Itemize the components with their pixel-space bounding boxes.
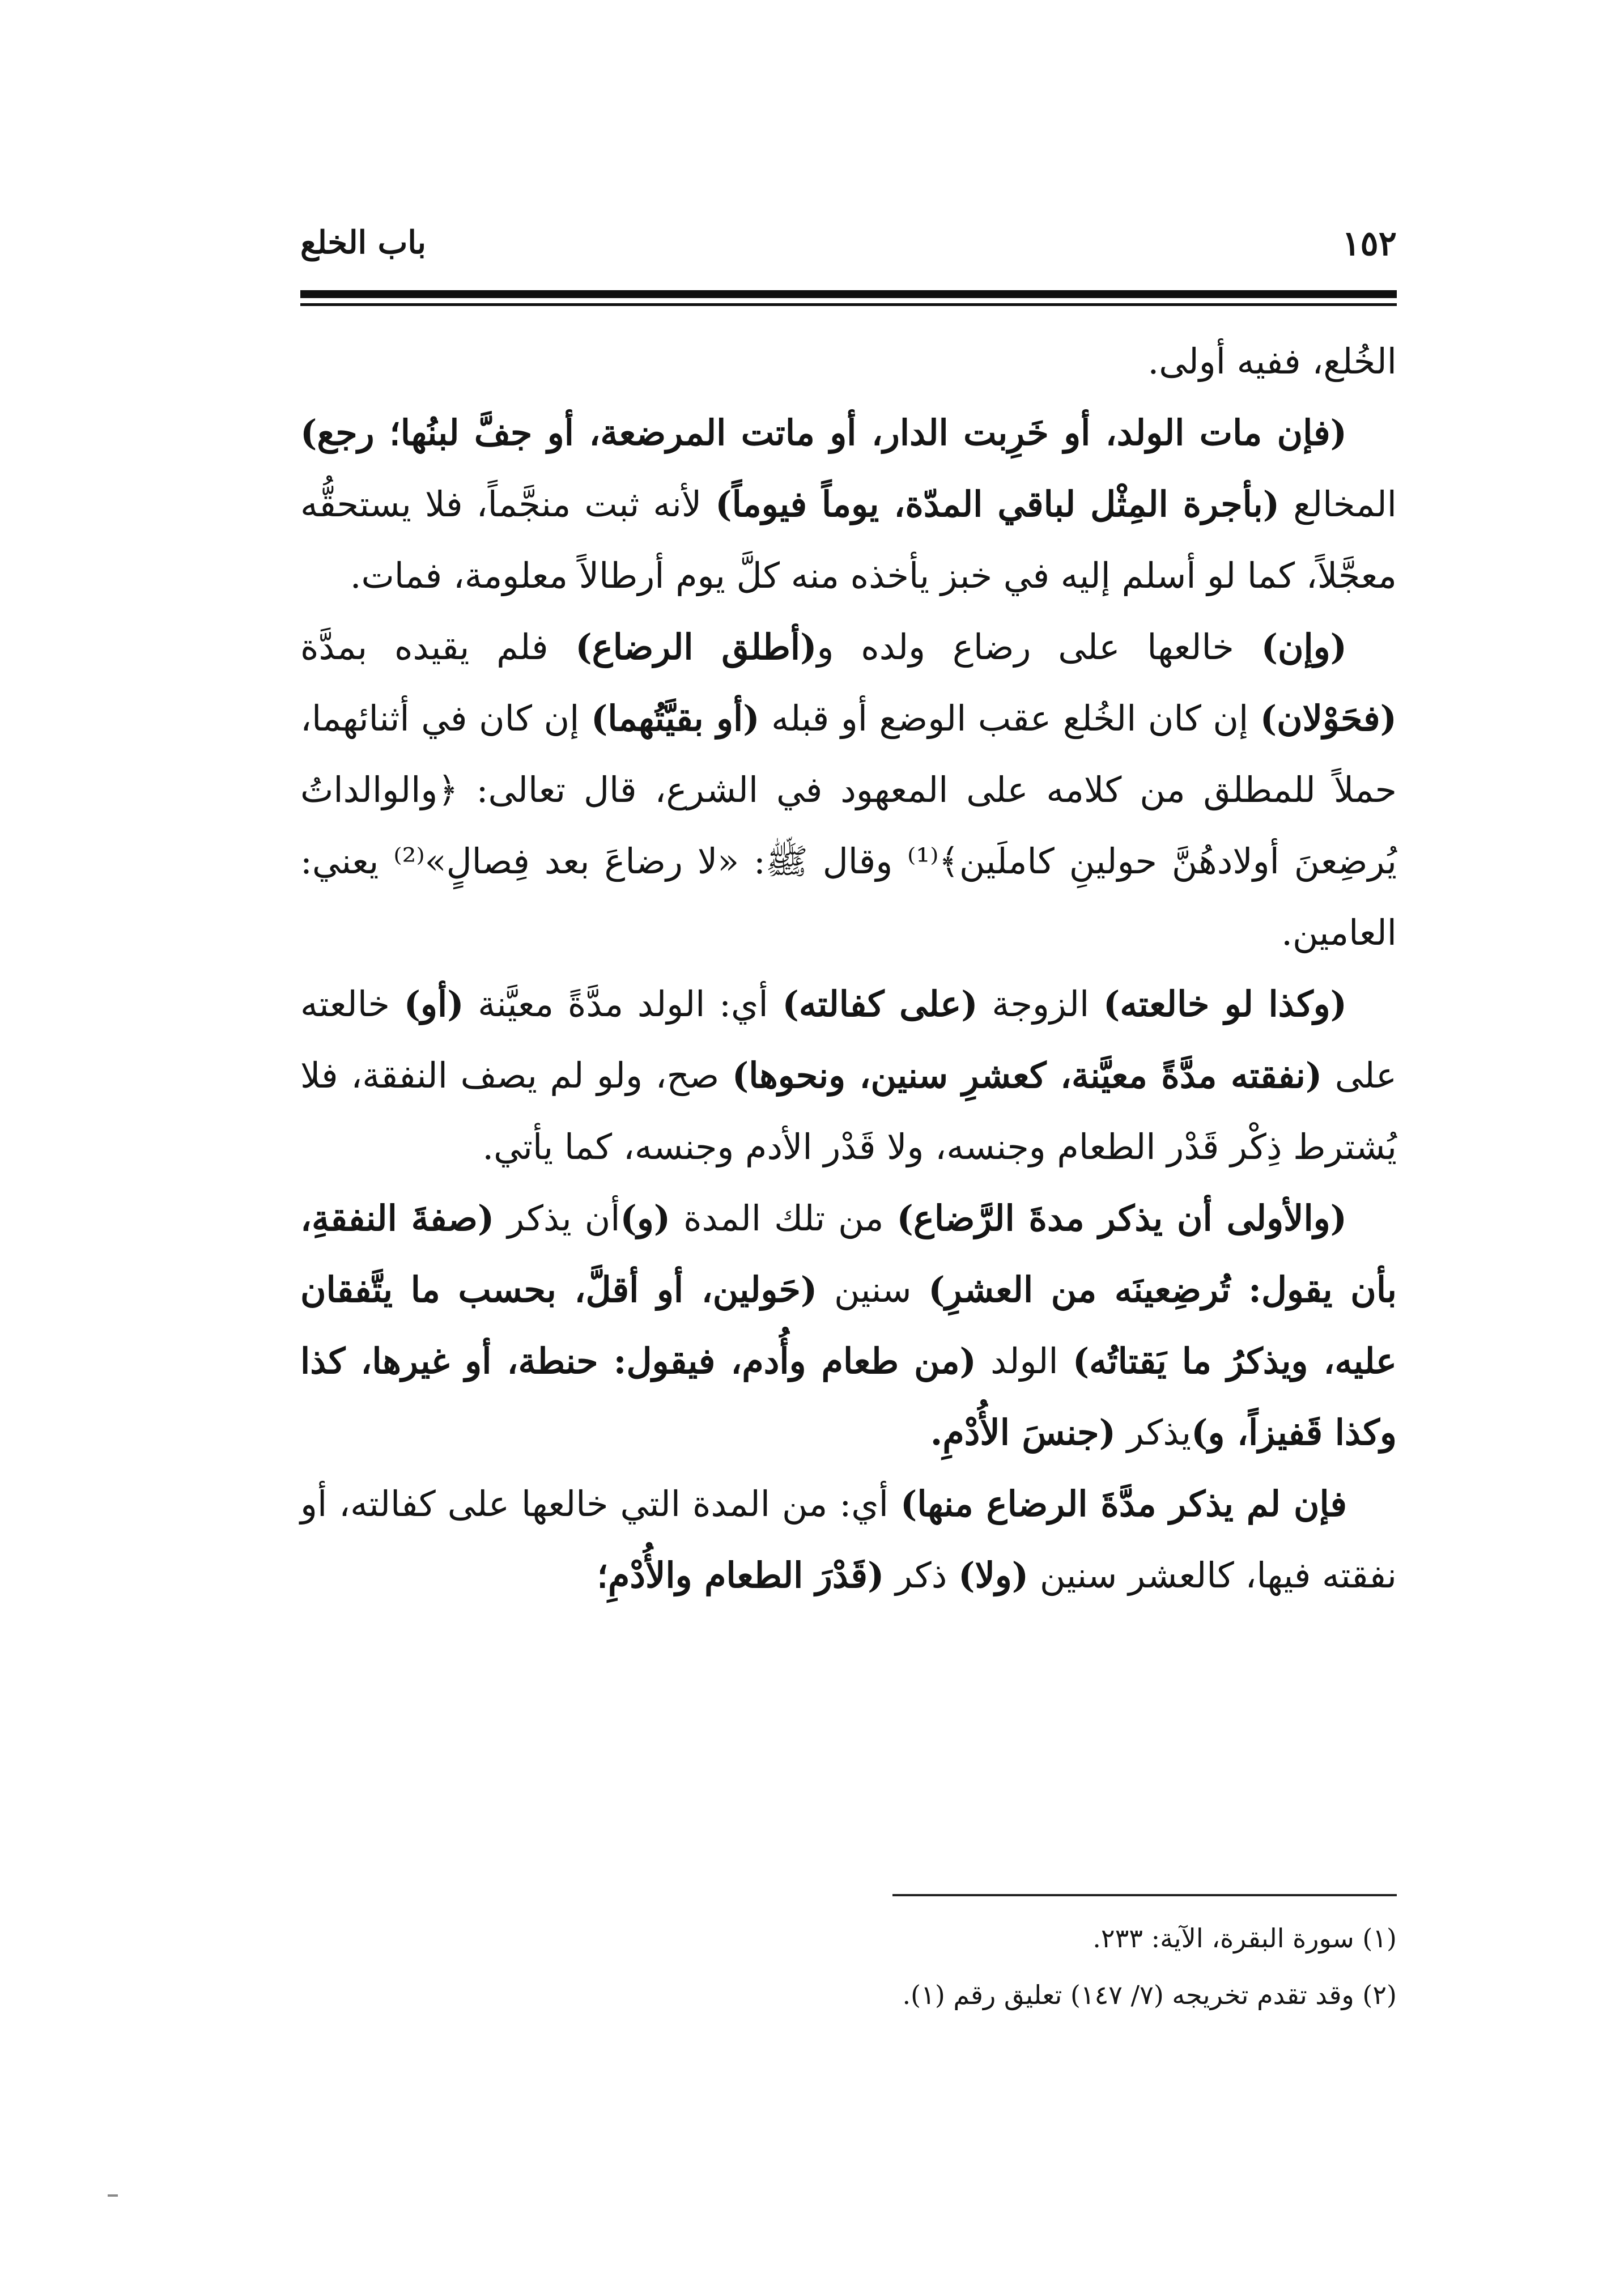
- paragraph-6: [300, 1468, 1397, 1611]
- matn-text: (أو): [403, 983, 464, 1025]
- sharh-text: أي: الولد مدَّةً معيَّنة: [464, 983, 783, 1025]
- page-number: ١٥٢: [1342, 224, 1397, 264]
- matn-text: (صفةَ النفقةِ، بأن يقول: تُرضِعينَه من العشرِ): [300, 1198, 1397, 1310]
- sharh-text: لأنه ثبت منجَّماً، فلا يستحقُّه معجَّلاً، كما لو أسلم إليه في خبز يأخذه منه كلَّ يوم أرطالاً معلومة، فمات.: [300, 483, 1397, 596]
- matn-text: (وإن): [1261, 626, 1347, 668]
- sharh-text: خالعته على: [300, 983, 1397, 1096]
- footnote-2: (٢) وقد تقدم تخريجه (٧/ ١٤٧) تعليق رقم (١).: [902, 1980, 1397, 2010]
- sharh-text: يذكر: [1115, 1412, 1192, 1453]
- footnotes: [300, 1910, 1397, 2023]
- matn-text: (نفقته مدَّةً معيَّنة، كعشرِ سنين، ونحوها): [732, 1055, 1323, 1096]
- matn-text: (و): [620, 1198, 671, 1239]
- footnote-divider: [892, 1894, 1397, 1896]
- body-text: [300, 326, 1397, 1611]
- text-run: الخُلع، ففيه أولى.: [1147, 341, 1397, 382]
- matn-text: (أطلق الرضاع): [575, 626, 817, 668]
- chapter-title: باب الخلع: [300, 224, 426, 261]
- sharh-text: صح، ولو لم يصف النفقة، فلا يُشترط ذِكْر قَدْر الطعام وجنسه، ولا قَدْر الأدم وجنسه، كما يأتي.: [300, 1055, 1397, 1167]
- sharh-text: ذكر: [884, 1555, 959, 1596]
- paragraph-5: [300, 1183, 1397, 1468]
- matn-text: (بأجرة المِثْل لباقي المدّة، يوماً فيوماً): [715, 483, 1280, 525]
- matn-text: (والأولى أن يذكر مدةَ الرَّضاع): [896, 1198, 1347, 1239]
- matn-text: (أو بقيَّتُهما): [590, 698, 760, 739]
- paragraph-2: [300, 397, 1397, 612]
- sharh-text: المخالع: [1279, 483, 1397, 525]
- sharh-text: الزوجة: [977, 983, 1103, 1025]
- matn-text: (جنسَ الأُدْمِ.: [930, 1412, 1116, 1453]
- matn-text: (ولا): [958, 1555, 1029, 1596]
- sharh-text: إن كان في أثنائهما، حملاً للمطلق من كلامه على المعهود في الشرع، قال تعالى: ﴿والوالداتُ يُرضِعنَ أولادهُنَّ حولينِ كاملَين﴾⁽¹⁾ وقال ﷺ: «لا رضاعَ بعد فِصالٍ»⁽²⁾ يعني: العامين.: [300, 698, 1397, 953]
- matn-text: (وكذا لو خالعته): [1103, 983, 1347, 1025]
- matn-text: (فحَوْلان): [1260, 698, 1397, 739]
- sharh-text: إن كان الخُلع عقب الوضع أو قبله: [759, 698, 1260, 739]
- matn-text: (قَدْرَ الطعام والأُدْمِ؛: [597, 1555, 885, 1596]
- running-head: [300, 224, 1397, 286]
- scan-speck: [108, 2194, 118, 2197]
- paragraph-3: [300, 612, 1397, 969]
- footnote-1: (١) سورة البقرة، الآية: ٢٣٣.: [1092, 1923, 1397, 1954]
- matn-text: (حَولين، أو أقلَّ، بحسب ما يتَّفقان عليه، ويذكرُ ما يَقتاتُه): [300, 1269, 1397, 1382]
- matn-text: (فإن مات الولد، أو خَرِبت الدار، أو ماتت المرضعة، أو جفَّ لبنُها؛ رجع): [300, 412, 1347, 453]
- sharh-text: أن يذكر: [494, 1198, 620, 1239]
- sharh-text: فلم يقيده بمدَّة: [300, 626, 576, 668]
- paragraph-1: [300, 326, 1397, 397]
- matn-text: فإن لم يذكر مدَّةَ الرضاع منها): [900, 1483, 1347, 1525]
- matn-text: (على كفالته): [782, 983, 978, 1025]
- sharh-text: سنين: [817, 1269, 929, 1310]
- header-rule-thick: [300, 290, 1397, 298]
- header-rule-thin: [300, 303, 1397, 306]
- paragraph-4: [300, 969, 1397, 1183]
- sharh-text: من تلك المدة: [670, 1198, 897, 1239]
- sharh-text: خالعها على رضاع ولده و: [817, 626, 1261, 668]
- matn-text: (من طعام وأُدم، فيقول: حنطة، أو غيرها، كذا وكذا قَفيزاً، و): [300, 1340, 1397, 1453]
- sharh-text: أي: من المدة التي خالعها على كفالته، أو نفقته فيها، كالعشر سنين: [300, 1483, 1397, 1596]
- sharh-text: الولد: [976, 1340, 1073, 1382]
